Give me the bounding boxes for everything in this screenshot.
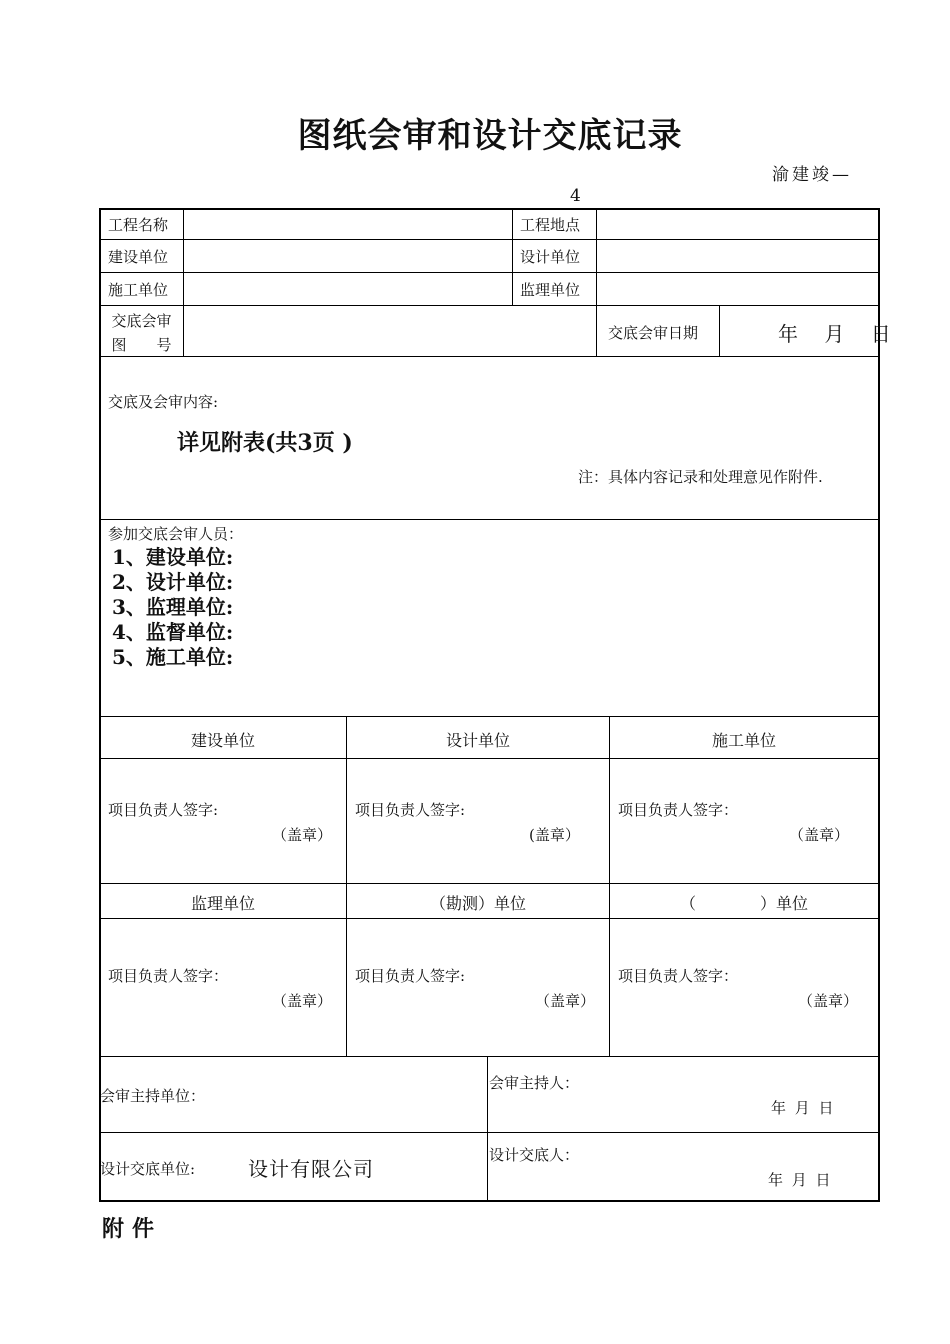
label-construction-unit: 建设单位 [108, 248, 169, 266]
participant-item: 4、监督单位: [112, 620, 234, 644]
content-main-text: 详见附表(共3页 ) [177, 430, 353, 456]
attachment-heading: 附件 [102, 1216, 163, 1242]
sig-label-builder: 项目负责人签字： [618, 801, 739, 819]
design-handover-person-label: 设计交底人： [489, 1146, 580, 1164]
label-design-unit: 设计单位 [520, 248, 581, 266]
drawing-no-field[interactable] [184, 306, 595, 355]
sig-label-construction: 项目负责人签字: [108, 801, 219, 819]
sig-label-other: 项目负责人签字： [618, 967, 739, 985]
sig-label-design: 项目负责人签字: [355, 801, 466, 819]
construction-unit-field[interactable] [184, 240, 511, 271]
sig-header-survey: （勘测）单位 [429, 894, 526, 913]
sig-header-builder: 施工单位 [711, 731, 776, 750]
design-handover-unit-label: 设计交底单位: [100, 1160, 196, 1178]
content-note: 注：具体内容记录和处理意见作附件. [578, 468, 823, 486]
supervision-unit-field[interactable] [597, 273, 878, 304]
host-person-label: 会审主持人： [489, 1074, 580, 1092]
participant-item: 3、监理单位: [112, 595, 234, 619]
label-supervision-unit: 监理单位 [520, 281, 581, 299]
design-unit-field[interactable] [597, 240, 878, 271]
participant-item: 2、设计单位: [112, 570, 234, 594]
sig-header-other: （ ）单位 [679, 894, 808, 913]
project-name-field[interactable] [184, 210, 511, 238]
document-code-prefix: 渝建竣— [772, 165, 852, 185]
page-title: 图纸会审和设计交底记录 [297, 116, 683, 156]
design-handover-unit-value: 设计有限公司 [248, 1157, 374, 1181]
host-date: 年 月 日 [771, 1099, 834, 1117]
design-handover-date: 年 月 日 [768, 1171, 831, 1189]
sig-header-design: 设计单位 [445, 731, 510, 750]
review-date-value[interactable]: 年 月 日 [778, 322, 891, 346]
label-drawing-no-line1: 交底会审 [111, 312, 172, 330]
sig-header-construction: 建设单位 [190, 731, 255, 750]
host-unit-label: 会审主持单位： [100, 1087, 206, 1105]
participants-label: 参加交底会审人员： [108, 525, 244, 543]
label-drawing-no-line2: 图 号 [111, 336, 172, 354]
project-location-field[interactable] [597, 210, 878, 238]
sig-label-survey: 项目负责人签字: [355, 967, 466, 985]
document-code-number: 4 [570, 186, 581, 206]
participant-item: 1、建设单位: [112, 545, 234, 569]
seal-builder: （盖章） [789, 826, 850, 844]
sig-label-supervision: 项目负责人签字： [108, 967, 229, 985]
form-table [99, 208, 880, 1202]
label-builder-unit: 施工单位 [108, 281, 169, 299]
seal-supervision: （盖章） [272, 992, 333, 1010]
content-label: 交底及会审内容: [108, 393, 219, 411]
participant-item: 5、施工单位: [112, 645, 234, 669]
sig-header-supervision: 监理单位 [190, 894, 255, 913]
seal-construction: （盖章） [272, 826, 333, 844]
seal-survey: （盖章） [535, 992, 596, 1010]
seal-other: （盖章） [798, 992, 859, 1010]
label-project-name: 工程名称 [108, 216, 169, 234]
builder-unit-field[interactable] [184, 273, 511, 304]
label-review-date: 交底会审日期 [608, 324, 699, 342]
label-project-location: 工程地点 [520, 216, 581, 234]
seal-design: (盖章） [529, 826, 580, 844]
